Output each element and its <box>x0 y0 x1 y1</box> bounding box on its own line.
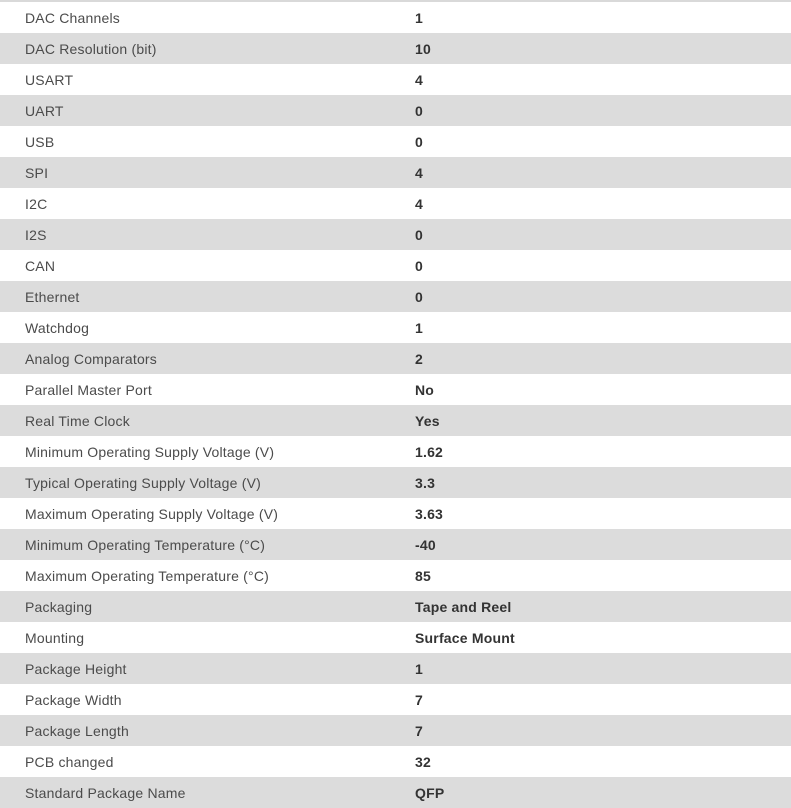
table-row <box>0 622 791 653</box>
spec-attribute-label: I2C <box>25 195 48 212</box>
table-row <box>0 343 791 374</box>
spec-attribute-label: Package Width <box>25 691 122 708</box>
spec-attribute-value: 3.63 <box>415 505 444 522</box>
spec-attribute-label: Maximum Operating Temperature (°C) <box>25 567 269 584</box>
table-row <box>0 498 791 529</box>
table-row <box>0 715 791 746</box>
spec-attribute-value: 85 <box>415 567 431 584</box>
spec-attribute-label: Standard Package Name <box>25 784 186 801</box>
spec-attribute-label: Packaging <box>25 598 93 615</box>
spec-attribute-value: 32 <box>415 753 431 770</box>
table-row <box>0 653 791 684</box>
table-row <box>0 405 791 436</box>
table-row <box>0 684 791 715</box>
spec-attribute-value: 1 <box>415 9 423 26</box>
spec-attribute-label: SPI <box>25 164 49 181</box>
table-row <box>0 33 791 64</box>
spec-attribute-label: USART <box>25 71 74 88</box>
table-row <box>0 436 791 467</box>
table-row <box>0 95 791 126</box>
table-row <box>0 560 791 591</box>
spec-attribute-value: 1 <box>415 660 423 677</box>
table-row <box>0 219 791 250</box>
spec-attribute-label: Maximum Operating Supply Voltage (V) <box>25 505 279 522</box>
spec-attribute-label: USB <box>25 133 55 150</box>
spec-attribute-value: 0 <box>415 226 423 243</box>
spec-attribute-label: Real Time Clock <box>25 412 130 429</box>
spec-attribute-value: QFP <box>415 784 445 801</box>
spec-attribute-label: DAC Resolution (bit) <box>25 40 157 57</box>
spec-attribute-value: 3.3 <box>415 474 436 491</box>
spec-attribute-label: Package Height <box>25 660 127 677</box>
spec-attribute-value: 4 <box>415 195 423 212</box>
spec-attribute-value: 0 <box>415 102 423 119</box>
spec-attribute-value: 7 <box>415 722 423 739</box>
spec-attribute-value: 4 <box>415 71 423 88</box>
spec-attribute-label: UART <box>25 102 64 119</box>
table-row <box>0 188 791 219</box>
table-row <box>0 126 791 157</box>
table-row <box>0 157 791 188</box>
table-row <box>0 64 791 95</box>
spec-attribute-label: Typical Operating Supply Voltage (V) <box>25 474 261 491</box>
spec-attribute-value: 7 <box>415 691 423 708</box>
table-row <box>0 591 791 622</box>
table-row <box>0 374 791 405</box>
table-row <box>0 312 791 343</box>
spec-attribute-value: 0 <box>415 133 423 150</box>
table-row <box>0 250 791 281</box>
spec-attribute-value: 4 <box>415 164 423 181</box>
spec-attribute-value: Surface Mount <box>415 629 515 646</box>
spec-attribute-label: Minimum Operating Supply Voltage (V) <box>25 443 275 460</box>
spec-attribute-value: 0 <box>415 288 423 305</box>
spec-attribute-label: Ethernet <box>25 288 80 305</box>
spec-attribute-value: Tape and Reel <box>415 598 512 615</box>
spec-attribute-label: Analog Comparators <box>25 350 157 367</box>
spec-attribute-label: Package Length <box>25 722 129 739</box>
spec-attribute-label: Parallel Master Port <box>25 381 152 398</box>
table-row <box>0 2 791 33</box>
table-row <box>0 777 791 808</box>
table-row <box>0 467 791 498</box>
spec-attribute-value: No <box>415 381 435 398</box>
spec-attribute-label: Watchdog <box>25 319 90 336</box>
spec-attribute-value: 1.62 <box>415 443 444 460</box>
spec-attribute-value: 2 <box>415 350 423 367</box>
table-row <box>0 746 791 777</box>
table-row <box>0 529 791 560</box>
spec-attribute-value: Yes <box>415 412 440 429</box>
spec-attribute-label: PCB changed <box>25 753 114 770</box>
spec-attribute-value: -40 <box>415 536 436 553</box>
table-row <box>0 281 791 312</box>
spec-attribute-value: 10 <box>415 40 431 57</box>
spec-attribute-label: I2S <box>25 226 47 243</box>
spec-attribute-value: 1 <box>415 319 423 336</box>
spec-attribute-label: DAC Channels <box>25 9 120 26</box>
spec-attribute-value: 0 <box>415 257 423 274</box>
spec-attribute-label: Minimum Operating Temperature (°C) <box>25 536 266 553</box>
spec-attribute-label: CAN <box>25 257 56 274</box>
spec-attribute-label: Mounting <box>25 629 85 646</box>
